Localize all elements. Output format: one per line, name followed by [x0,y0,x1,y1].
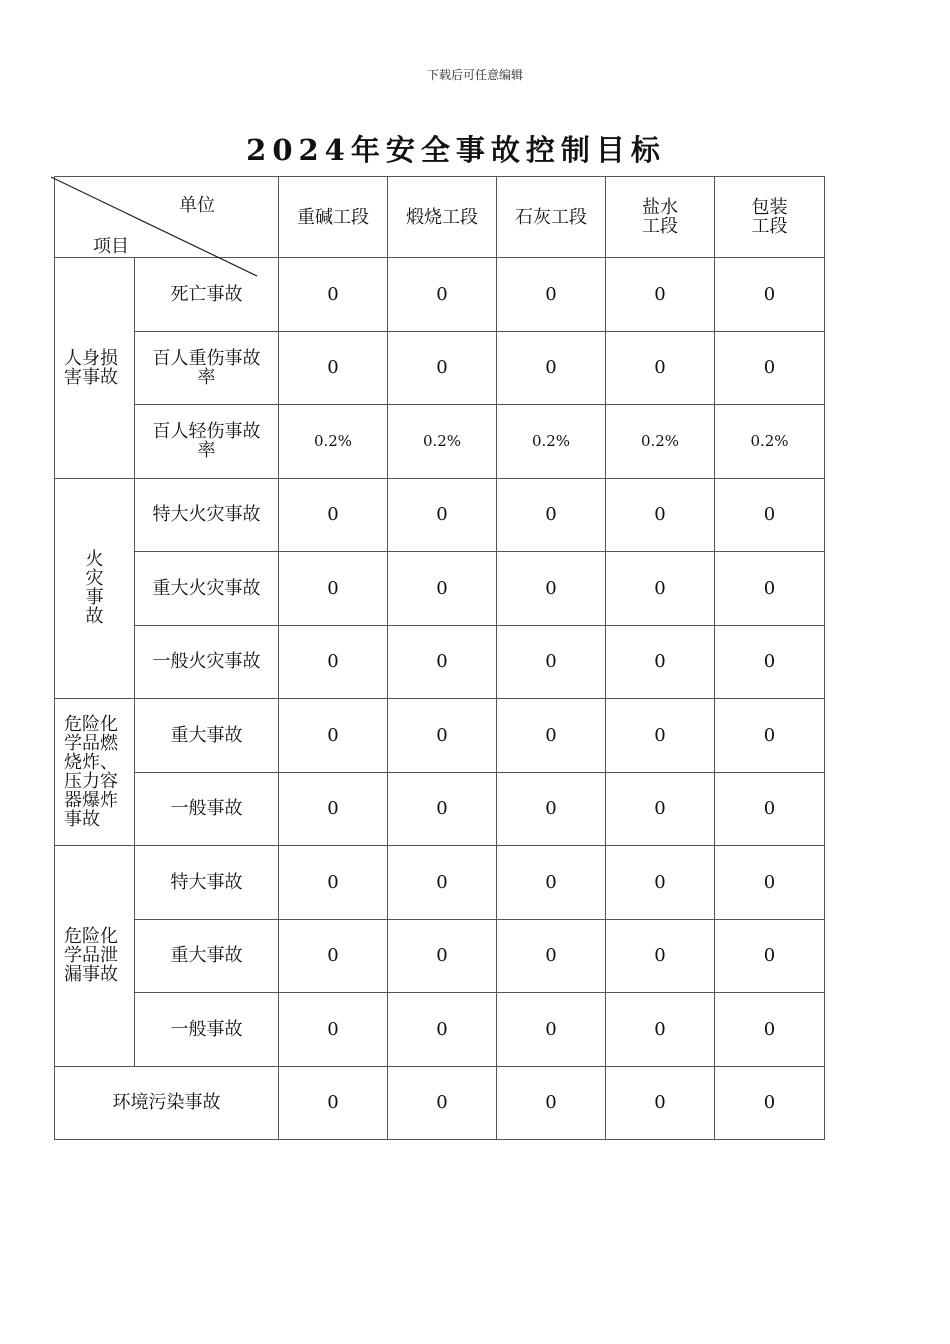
value-cell: 0.2% [279,405,388,479]
value-cell: 0 [715,919,825,993]
table-row [55,478,825,552]
value-cell: 0 [715,331,825,405]
value-cell: 0 [497,846,606,920]
value-cell: 0 [606,258,715,332]
value-cell: 0 [606,625,715,699]
table-row [55,699,825,773]
column-header: 包装 工段 [715,177,825,258]
value-cell: 0 [388,331,497,405]
value-cell: 0 [497,552,606,626]
category-cell: 危险化 学品燃 烧炸、 压力容 器爆炸 事故 [55,699,135,846]
value-cell: 0 [388,919,497,993]
value-cell: 0.2% [497,405,606,479]
header-note: 下载后可任意编辑 [426,68,523,82]
value-cell: 0 [388,625,497,699]
unit-label: 单位 [179,195,215,216]
row-label: 重大火灾事故 [135,552,279,626]
value-cell: 0 [388,258,497,332]
value-cell: 0 [715,1066,825,1140]
value-cell: 0 [279,1066,388,1140]
column-header: 重碱工段 [279,177,388,258]
row-label: 特大火灾事故 [135,478,279,552]
value-cell: 0 [606,919,715,993]
value-cell: 0 [715,258,825,332]
value-cell: 0 [279,919,388,993]
row-label: 死亡事故 [135,258,279,332]
value-cell: 0 [279,846,388,920]
row-label: 重大事故 [135,919,279,993]
value-cell: 0 [279,699,388,773]
value-cell: 0 [606,552,715,626]
value-cell: 0 [715,846,825,920]
category-cell: 人身损 害事故 [55,258,135,479]
value-cell: 0 [715,478,825,552]
value-cell: 0 [279,772,388,846]
row-label: 一般事故 [135,993,279,1067]
table-row [55,993,825,1067]
value-cell: 0 [388,772,497,846]
value-cell: 0.2% [606,405,715,479]
value-cell: 0 [279,478,388,552]
row-label: 重大事故 [135,699,279,773]
column-header: 石灰工段 [497,177,606,258]
table-row [55,258,825,332]
diagonal-line [55,177,279,258]
row-label: 一般事故 [135,772,279,846]
value-cell: 0 [606,478,715,552]
value-cell: 0.2% [388,405,497,479]
value-cell: 0 [279,552,388,626]
table-row [55,846,825,920]
value-cell: 0 [279,258,388,332]
table-row [55,625,825,699]
value-cell: 0 [715,772,825,846]
value-cell: 0.2% [715,405,825,479]
value-cell: 0 [715,625,825,699]
value-cell: 0 [606,699,715,773]
value-cell: 0 [715,699,825,773]
row-label: 环境污染事故 [55,1066,279,1140]
value-cell: 0 [606,331,715,405]
row-label: 特大事故 [135,846,279,920]
value-cell: 0 [606,772,715,846]
column-header: 盐水 工段 [606,177,715,258]
value-cell: 0 [388,993,497,1067]
category-cell: 危险化 学品泄 漏事故 [55,846,135,1067]
row-label: 一般火灾事故 [135,625,279,699]
table-row [55,331,825,405]
value-cell: 0 [388,1066,497,1140]
value-cell: 0 [497,1066,606,1140]
row-label: 百人重伤事故 率 [135,331,279,405]
footer-row [55,1066,825,1140]
value-cell: 0 [497,772,606,846]
value-cell: 0 [497,478,606,552]
table-row [55,772,825,846]
value-cell: 0 [606,846,715,920]
item-label: 项目 [93,236,129,257]
value-cell: 0 [388,846,497,920]
corner-cell [55,177,279,258]
column-header: 煅烧工段 [388,177,497,258]
value-cell: 0 [497,919,606,993]
value-cell: 0 [279,993,388,1067]
category-cell: 火 灾 事 故 [55,478,135,699]
value-cell: 0 [279,331,388,405]
value-cell: 0 [388,478,497,552]
value-cell: 0 [497,331,606,405]
value-cell: 0 [715,993,825,1067]
value-cell: 0 [497,993,606,1067]
value-cell: 0 [388,699,497,773]
header-row [55,177,825,258]
value-cell: 0 [606,993,715,1067]
safety-target-table [54,176,825,1140]
value-cell: 0 [497,699,606,773]
value-cell: 0 [497,258,606,332]
row-label: 百人轻伤事故 率 [135,405,279,479]
page-title: 2024年安全事故控制目标 [246,133,666,167]
table-row [55,919,825,993]
value-cell: 0 [715,552,825,626]
value-cell: 0 [279,625,388,699]
value-cell: 0 [388,552,497,626]
table-row [55,405,825,479]
table-row [55,552,825,626]
value-cell: 0 [606,1066,715,1140]
value-cell: 0 [497,625,606,699]
